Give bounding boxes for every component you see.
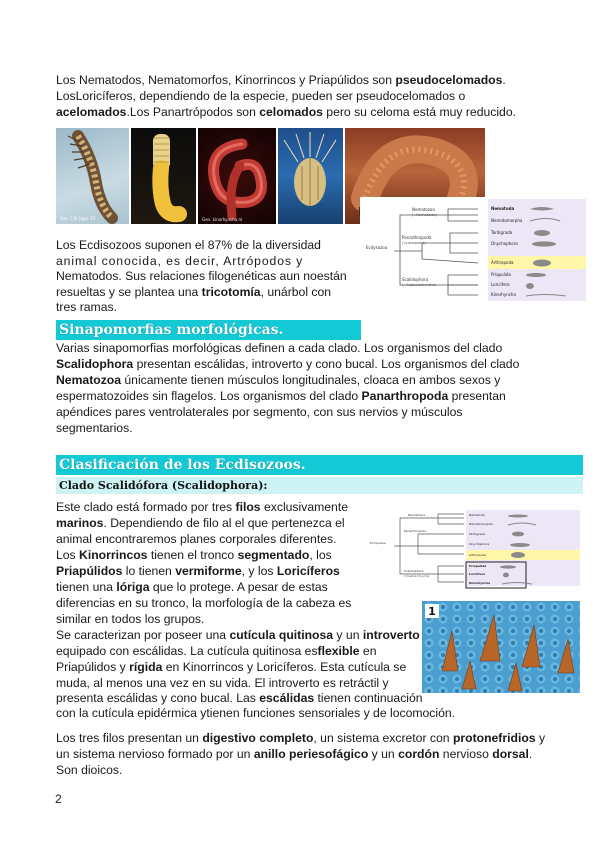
text-run: , unárbol con xyxy=(260,285,332,299)
priapulid-larva-illustration xyxy=(56,128,129,224)
phylogeny-tree-2 xyxy=(368,508,582,590)
priapulus-illustration xyxy=(131,128,196,224)
bold-term: celomados xyxy=(259,105,323,119)
text-run: Los xyxy=(56,548,80,562)
bold-term: Scalidophora xyxy=(56,357,134,371)
bold-term: filos xyxy=(235,500,261,514)
micrograph-label: 1 xyxy=(428,605,436,618)
section-heading-clasificacion: Clasificación de los Ecdisozoos. xyxy=(56,455,583,475)
text-run: Varias sinapomorfias morfológicas definen a cada clado. Los organismos del clado xyxy=(56,341,503,355)
text-run: Nematodos. Sus relaciones filogenéticas aun noestán xyxy=(56,269,347,283)
tree1-taxon-3: Tardigrada xyxy=(491,230,513,235)
text-run: Los Ecdisozoos suponen el 87% de la diversidad xyxy=(56,238,321,252)
text-run: animal encontraremos planes corporales diferentes. xyxy=(56,532,337,546)
text-run: apéndices pares ventrolaterales por segmento, con sus nervios y músculos xyxy=(56,405,463,419)
section1-line-3 xyxy=(56,372,500,388)
bold-term: rígida xyxy=(129,660,163,674)
subheading-clado-scalidophora: Clado Scalidófora (Scalidophora): xyxy=(56,477,583,494)
bold-term: Loricíferos xyxy=(276,564,340,578)
p1-line-5 xyxy=(56,563,340,579)
p2-line-6 xyxy=(56,705,455,721)
p2-line-4 xyxy=(56,675,389,691)
tree1-taxon-5: Arthropoda xyxy=(491,260,514,265)
text-run: diferencias en su tronco, la morfología de la cabeza es xyxy=(56,596,352,610)
p3-line-2 xyxy=(56,746,532,762)
text-run: y un xyxy=(333,628,363,642)
tree1-node-5: Ecdysozoa xyxy=(366,245,388,250)
p1-line-3 xyxy=(56,531,336,547)
section1-line-4 xyxy=(56,388,506,404)
text-run: nervioso xyxy=(439,747,493,761)
text-run: tienen el tronco xyxy=(147,548,238,562)
p1-line-8 xyxy=(56,611,204,627)
p2-line-1 xyxy=(56,627,420,643)
text-run: y un xyxy=(368,747,399,761)
text-run: presentan escálidas, introverto y cono bucal. Los organismos del clado xyxy=(133,357,520,371)
bold-term: digestivo completo xyxy=(202,731,314,745)
text-run: equipado con escálidas. La cutícula quitinosa es xyxy=(56,644,318,658)
tree2-taxon-6: Priapulida xyxy=(469,564,487,568)
section1-line-6 xyxy=(56,420,133,436)
p2-line-3 xyxy=(56,659,406,675)
tree1-taxon-2: Nematomorpha xyxy=(491,218,523,223)
text-run: tres ramas. xyxy=(56,300,117,314)
bold-term: lóriga xyxy=(116,580,150,594)
ecdysozoa-line-5 xyxy=(56,299,117,315)
bold-term: protonefridios xyxy=(452,731,536,745)
text-run: muda, al menos una vez en su vida. El introverto es retráctil y xyxy=(56,676,389,690)
text-run: . xyxy=(528,747,533,761)
photo-scalids-micrograph xyxy=(422,601,580,693)
bold-term: flexible xyxy=(317,644,360,658)
p2-line-5 xyxy=(56,690,423,706)
text-run: Se caracterizan por poseer una xyxy=(56,628,230,642)
tree1-taxon-1: Nematoda xyxy=(491,206,515,211)
p3-line-3 xyxy=(56,762,122,778)
text-run: , un sistema excretor con xyxy=(313,731,453,745)
tree1-taxon-4: Onychophora xyxy=(491,241,518,246)
text-run: similar en todos los grupos. xyxy=(56,612,205,626)
text-run: segmentarios. xyxy=(56,421,133,435)
tree2-node-2: Panarthropoda xyxy=(404,529,427,533)
nematode-illustration xyxy=(198,128,276,224)
tree1-node-7: (=Cephalorhyncha) xyxy=(402,283,437,287)
photo-loricifera xyxy=(278,128,343,224)
text-run: Este clado está formado por tres xyxy=(56,500,236,514)
bold-term: escálidas xyxy=(259,691,315,705)
text-run: Priapúlidos y xyxy=(56,660,130,674)
bold-term: cordón xyxy=(398,747,440,761)
text-run: presenta escálidas y cono bucal. Las xyxy=(56,691,260,705)
bold-term: acelomados xyxy=(56,105,127,119)
text-run: presentan xyxy=(448,389,506,403)
tree1-node-4: (=Lobopodia) xyxy=(402,241,426,245)
tree2-taxon-8: Kinorhyncha xyxy=(469,581,491,585)
ecdysozoa-line-4 xyxy=(56,284,331,300)
text-run: que lo protege. A pesar de estas xyxy=(149,580,328,594)
tree2-node-5: (=Cephalorhyncha) xyxy=(404,575,430,578)
photo-credit-2: Gen. kinorhyncha.nl xyxy=(202,217,243,222)
text-run: espermatozoides sin flagelos. Los organismos del clado xyxy=(56,389,362,403)
photo-credit-1: Fetr. C.B. Jaga. F2 xyxy=(60,216,96,221)
tree1-node-1: Nematozoa xyxy=(412,207,435,212)
tree1-taxon-7: Loricifera xyxy=(491,282,510,287)
tree2-taxon-5: Arthropoda xyxy=(469,553,486,557)
text-run: tienen una xyxy=(56,580,117,594)
tree2-taxon-4: Onychophora xyxy=(469,542,490,546)
bold-term: marinos xyxy=(56,516,104,530)
p2-line-2 xyxy=(56,643,377,659)
p1-line-4 xyxy=(56,547,332,563)
intro-line-2 xyxy=(56,88,465,104)
tree2-taxon-2: Nematomorpha xyxy=(469,522,493,526)
bold-term: introverto xyxy=(362,628,420,642)
p1-line-2 xyxy=(56,515,345,531)
intro-line-1 xyxy=(56,72,506,88)
bold-term: segmentado xyxy=(237,548,310,562)
bold-term: vermiforme xyxy=(175,564,242,578)
tree1-taxon-8: Kinorhyncha xyxy=(491,292,516,297)
tree1-node-6: Scalidophora xyxy=(402,277,429,282)
text-run: con la cutícula epidérmica ytienen funciones sensoriales y de locomoción. xyxy=(56,706,456,720)
text-run: en Kinorrincos y Loricíferos. Esta cutícula se xyxy=(162,660,407,674)
loricifera-illustration xyxy=(278,128,343,224)
tree1-node-3: Panarthropoda xyxy=(402,235,432,240)
tree2-taxon-7: Loricifera xyxy=(469,572,486,576)
text-run: , los xyxy=(309,548,332,562)
text-run: lo tienen xyxy=(122,564,176,578)
bold-term: cutícula quitinosa xyxy=(229,628,334,642)
text-run: pero su celoma está muy reducido. xyxy=(322,105,516,119)
tree2-node-1: Nematozoa xyxy=(408,513,426,517)
p1-line-6 xyxy=(56,579,328,595)
text-run: , y los xyxy=(241,564,277,578)
text-run: tienen continuación xyxy=(314,691,423,705)
phylogeny-tree-1 xyxy=(360,197,590,305)
text-run: . xyxy=(502,73,506,87)
tree1-node-2: (=Nematoida) xyxy=(412,213,437,217)
tree2-taxon-1: Nematoda xyxy=(469,513,485,517)
bold-term: Nematozoa xyxy=(56,373,122,387)
photo-nematode xyxy=(198,128,276,224)
text-run: LosLoricíferos, dependiendo de la especie, pueden ser pseudocelomados o xyxy=(56,89,466,103)
text-run: Los tres filos presentan un xyxy=(56,731,203,745)
text-run: Son dioicos. xyxy=(56,763,123,777)
section-heading-sinapomorfias: Sinapomorfias morfológicas. xyxy=(56,320,361,340)
section1-line-5 xyxy=(56,404,462,420)
tree1-taxon-6: Priapulida xyxy=(491,272,511,277)
scalids-illustration xyxy=(422,601,580,693)
p1-line-1 xyxy=(56,499,348,515)
bold-term: Priapúlidos xyxy=(56,564,123,578)
bold-term: Panarthropoda xyxy=(361,389,449,403)
text-run: exclusivamente xyxy=(260,500,348,514)
section1-line-1 xyxy=(56,340,502,356)
text-run: un sistema nervioso formado por un xyxy=(56,747,254,761)
text-run: resueltas y se plantea una xyxy=(56,285,202,299)
intro-line-3 xyxy=(56,104,516,120)
tree2-node-4: Scalidophora xyxy=(404,569,424,573)
text-run: y xyxy=(535,731,546,745)
tree2-node-3: Ecdysozoa xyxy=(370,541,386,545)
p3-line-1 xyxy=(56,730,545,746)
text-run: en xyxy=(359,644,377,658)
photo-priapulid-larva xyxy=(56,128,129,224)
bold-term: dorsal xyxy=(492,747,529,761)
bold-term: anillo periesofágico xyxy=(253,747,369,761)
p1-line-7 xyxy=(56,595,351,611)
bold-term: tricotomía xyxy=(201,285,261,299)
text-run: únicamente tienen músculos longitudinales, cloaca en ambos sexos y xyxy=(121,373,501,387)
text-run: Los Nematodos, Nematomorfos, Kinorrincos y Priapúlidos son xyxy=(56,73,396,87)
bold-term: Kinorrincos xyxy=(79,548,148,562)
text-run: .Los Panartrópodos son xyxy=(126,105,260,119)
ecdysozoa-line-1 xyxy=(56,237,321,253)
page-number: 2 xyxy=(55,792,62,806)
text-run: . Dependiendo de filo al el que pertenezca el xyxy=(103,516,345,530)
ecdysozoa-line-3 xyxy=(56,268,347,284)
photo-priapulus xyxy=(131,128,196,224)
bold-term: pseudocelomados xyxy=(395,73,503,87)
tree2-taxon-3: Tardigrada xyxy=(469,532,485,536)
text-run: animal conocida, es decir, Artrópodos y xyxy=(56,254,304,268)
section1-line-2 xyxy=(56,356,519,372)
ecdysozoa-line-2 xyxy=(56,253,303,269)
